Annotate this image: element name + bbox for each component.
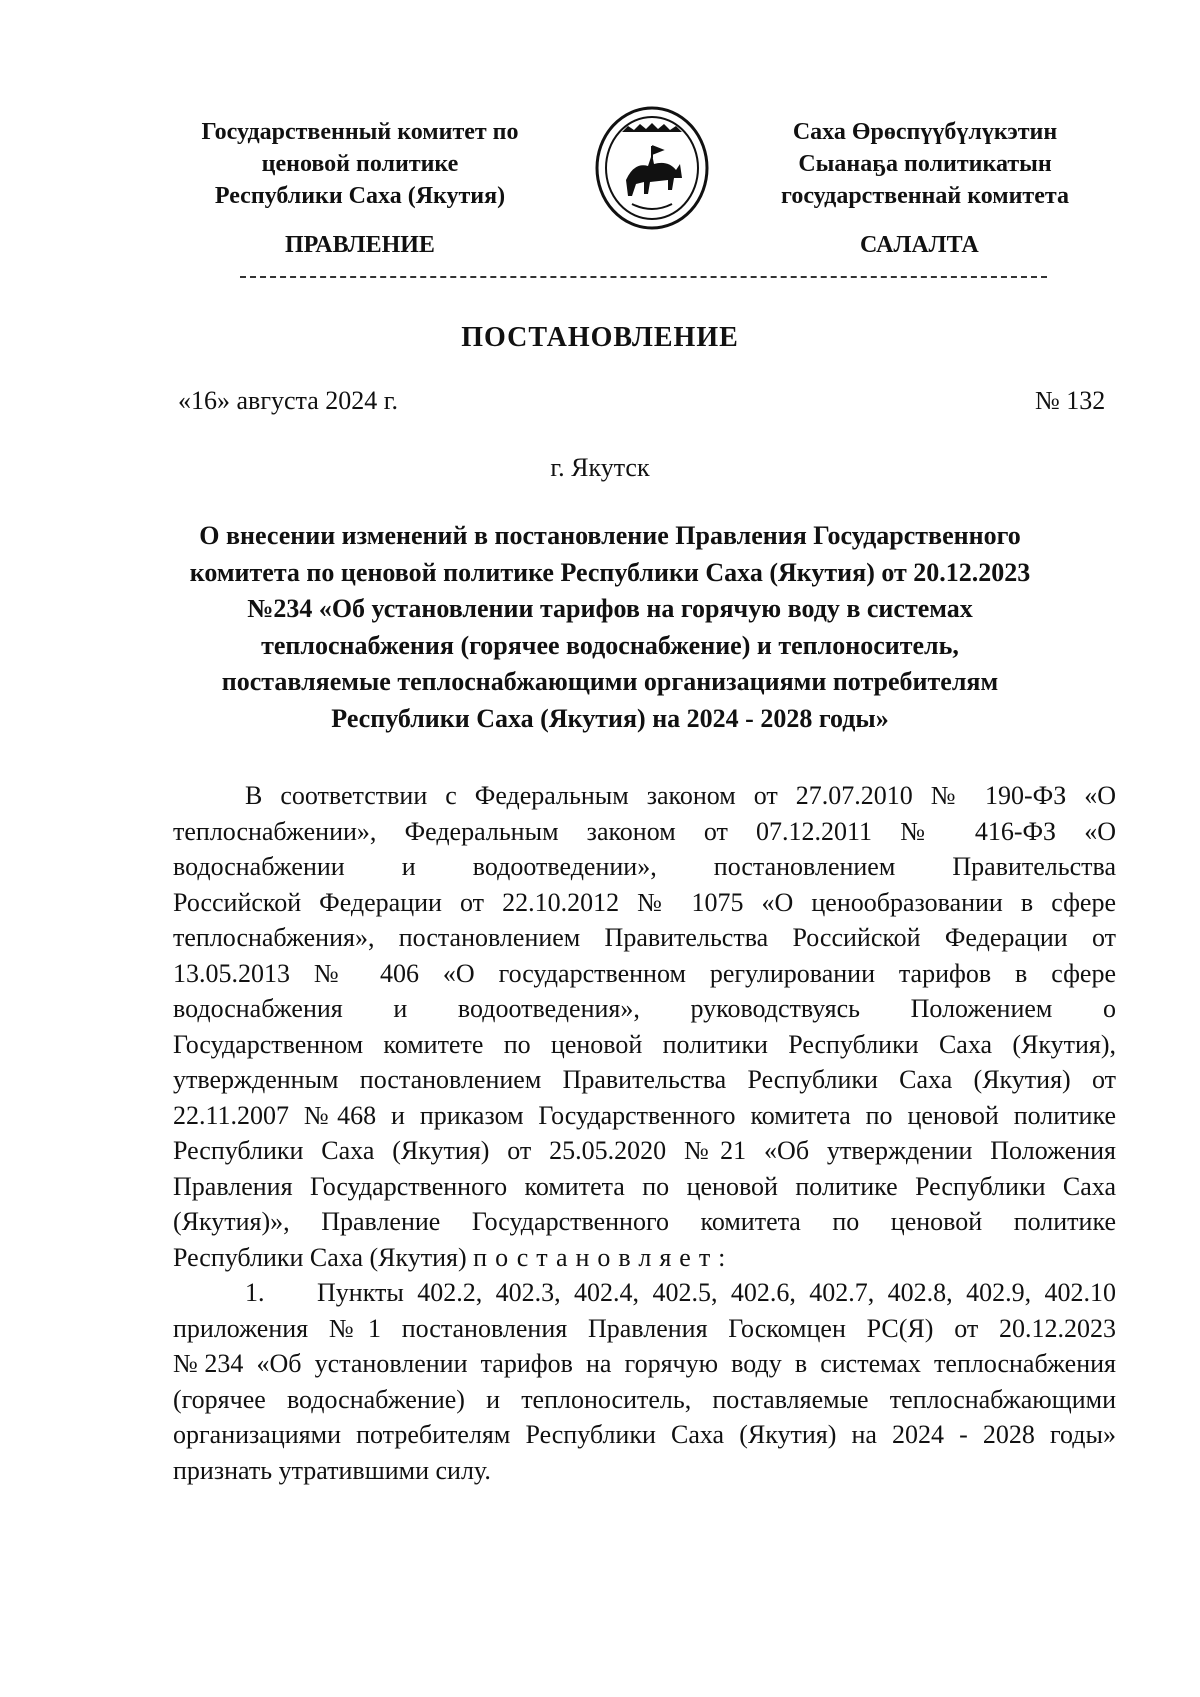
- item-1-first-line: [173, 1275, 1116, 1311]
- document-date: «16» августа 2024 г.: [178, 386, 398, 415]
- item-1-line: организациями потребителям Республики Саха (Якутия) на 2024 - 2028 годы»: [173, 1420, 1116, 1449]
- preamble-line: 13.05.2013 № 406 «О государственном регулировании тарифов в сфере: [173, 958, 1116, 988]
- preamble-line: Российской Федерации от 22.10.2012 № 1075 «О ценообразовании в сфере: [173, 887, 1116, 917]
- header-right-line: Сыанаҕа политикатын: [798, 151, 1052, 177]
- preamble-line: водоснабжении и водоотведении», постановлением Правительства: [173, 852, 1116, 881]
- document-type-title: ПОСТАНОВЛЕНИЕ: [461, 322, 739, 353]
- subject-line: №234 «Об установлении тарифов на горячую воду в системах: [247, 594, 973, 623]
- item-1-last-line: признать утратившими силу.: [173, 1455, 491, 1485]
- subject-line: комитета по ценовой политике Республики Саха (Якутия) от 20.12.2023: [189, 557, 1031, 587]
- header-left-board: ПРАВЛЕНИЕ: [285, 232, 435, 258]
- preamble-line: теплоснабжения», постановлением Правительства Российской Федерации от: [173, 923, 1116, 952]
- resolves-word: постановляет:: [473, 1242, 734, 1272]
- header-divider: [240, 276, 1047, 278]
- item-1-text: Пункты 402.2, 402.3, 402.4, 402.5, 402.6, 402.7, 402.8, 402.9, 402.10: [317, 1278, 1116, 1307]
- subject-line: О внесении изменений в постановление Правления Государственного: [199, 521, 1021, 550]
- preamble-end: Республики Саха (Якутия): [173, 1242, 467, 1272]
- header-left-line: ценовой политике: [261, 151, 459, 177]
- preamble-line: (Якутия)», Правление Государственного комитета по ценовой политике: [173, 1207, 1116, 1236]
- header-right-org: [750, 116, 1100, 212]
- item-1-line: (горячее водоснабжение) и теплоноситель, поставляемые теплоснабжающими: [173, 1384, 1116, 1414]
- header-left-org: [180, 116, 540, 212]
- header-left-line: Государственный комитет по: [201, 119, 519, 145]
- header-left-line: Республики Саха (Якутия): [214, 183, 506, 209]
- document-body: [173, 778, 1116, 1488]
- preamble-line: Республики Саха (Якутия) от 25.05.2020 №21 «Об утверждении Положения: [173, 1136, 1116, 1165]
- subject-line: Республики Саха (Якутия) на 2024 - 2028 годы»: [331, 703, 889, 733]
- header-right-board: САЛАЛТА: [860, 232, 979, 258]
- document-number: № 132: [1035, 386, 1106, 415]
- preamble-line: утвержденным постановлением Правительства Республики Саха (Якутия) от: [173, 1065, 1116, 1094]
- preamble-line: теплоснабжении», Федеральным законом от 07.12.2011 № 416-ФЗ «О: [173, 816, 1116, 846]
- preamble-line: водоснабжения и водоотведения», руководствуясь Положением о: [173, 994, 1116, 1023]
- preamble-final-line: [173, 1240, 1116, 1276]
- subject-line: поставляемые теплоснабжающими организациями потребителям: [221, 667, 999, 696]
- preamble-line: В соответствии с Федеральным законом от 27.07.2010 № 190-ФЗ «О: [245, 781, 1116, 810]
- preamble-line: Государственном комитете по ценовой политики Республики Саха (Якутия),: [173, 1029, 1116, 1059]
- item-1-line: приложения №1 постановления Правления Госкомцен РС(Я) от 20.12.2023: [173, 1313, 1116, 1343]
- document-subject: [140, 518, 1080, 737]
- subject-line: теплоснабжения (горячее водоснабжение) и теплоноситель,: [261, 630, 959, 660]
- header-right-line: Саха Өрөспүүбүлүкэтин: [792, 119, 1058, 145]
- preamble-line: Правления Государственного комитета по ценовой политике Республики Саха: [173, 1171, 1116, 1201]
- preamble-line: 22.11.2007 №468 и приказом Государственного комитета по ценовой политике: [173, 1100, 1116, 1130]
- item-1-line: №234 «Об установлении тарифов на горячую воду в системах теплоснабжения: [173, 1349, 1116, 1378]
- item-1-number: 1.: [245, 1278, 265, 1307]
- document-city: г. Якутск: [550, 453, 650, 482]
- header-right-line: государственнай комитета: [781, 183, 1069, 209]
- emblem-seal-icon: [592, 104, 712, 232]
